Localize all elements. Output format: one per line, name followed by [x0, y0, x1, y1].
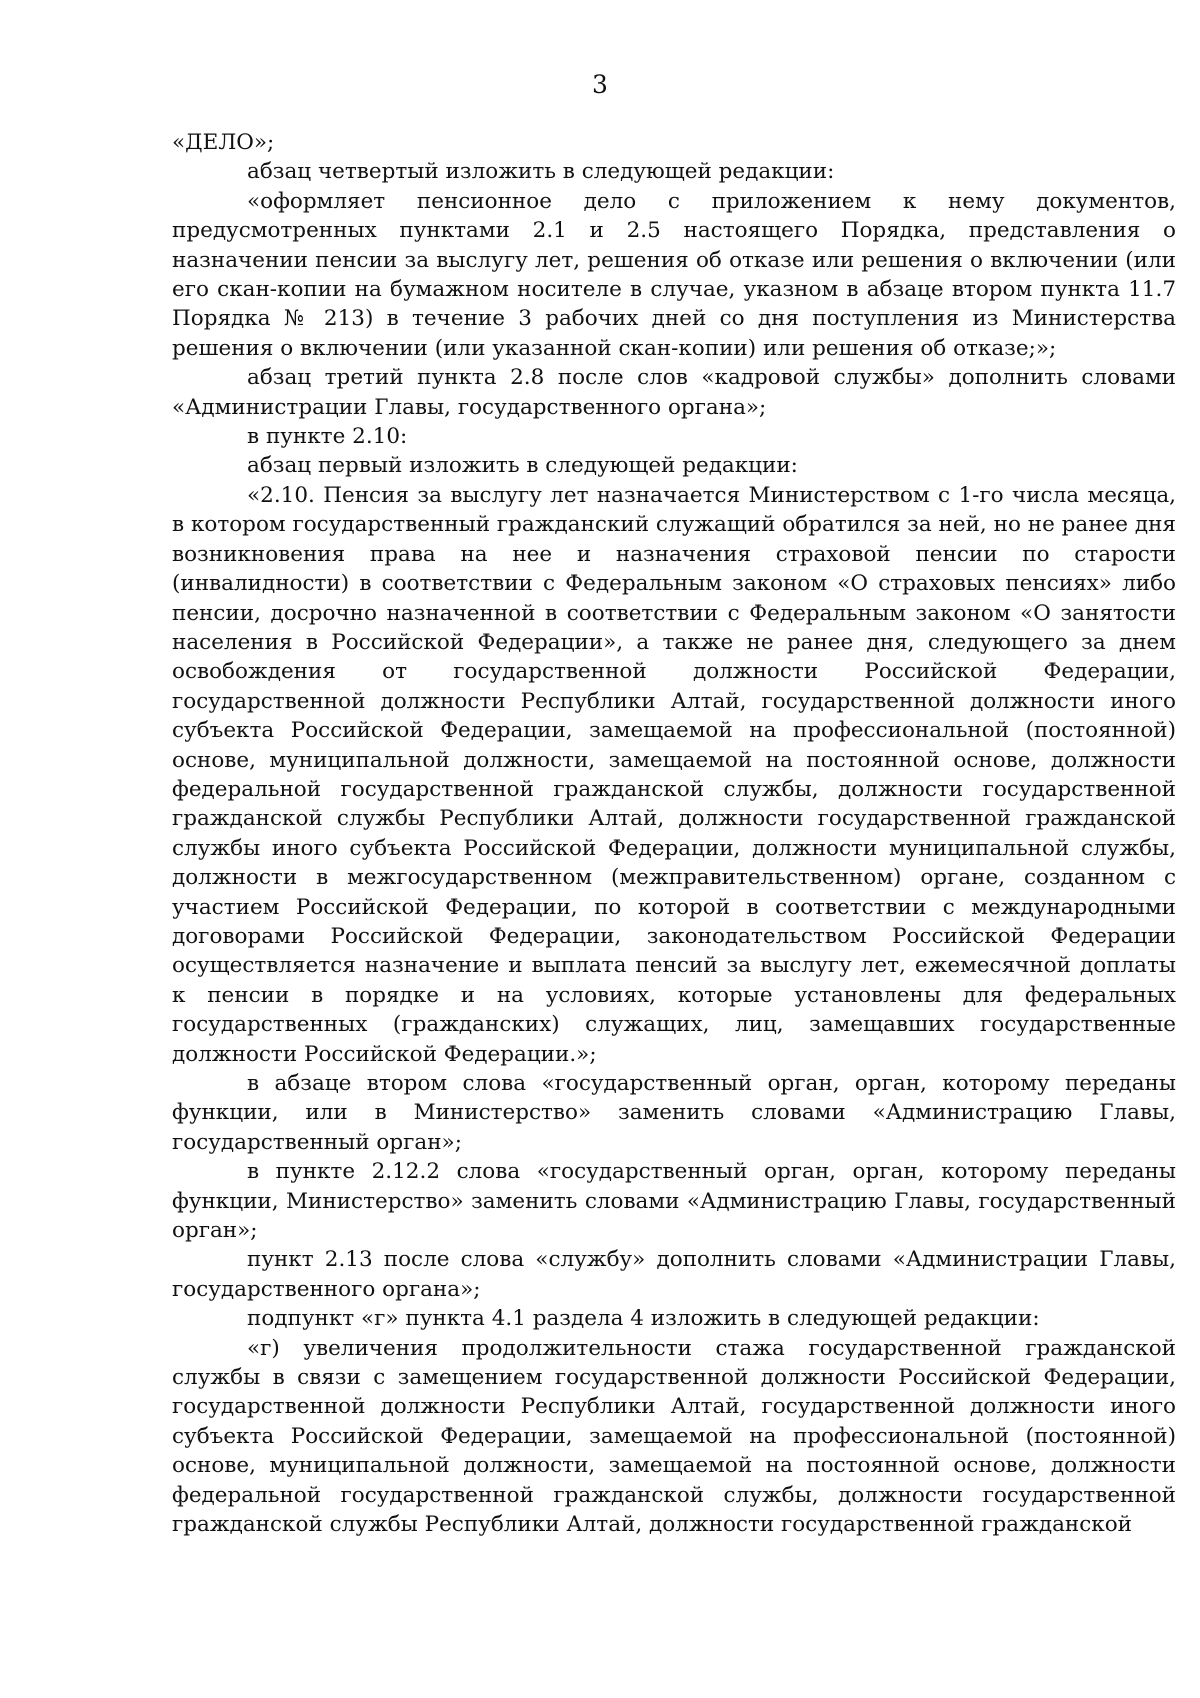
paragraph: подпункт «г» пункта 4.1 раздела 4 изложить в следующей редакции:	[247, 1306, 1040, 1332]
document-body	[172, 128, 1176, 1540]
page-number: 3	[592, 70, 608, 99]
paragraph: абзац первый изложить в следующей редакции:	[247, 453, 798, 479]
paragraph: пункт 2.13 после слова «службу» дополнить словами «Администрации Главы, государственного органа»;	[172, 1247, 1176, 1302]
paragraph: «ДЕЛО»;	[172, 130, 275, 155]
paragraph: абзац четвертый изложить в следующей редакции:	[247, 159, 835, 185]
paragraph: в пункте 2.10:	[247, 424, 408, 450]
paragraph: «2.10. Пенсия за выслугу лет назначается Министерством с 1-го числа месяца, в котором государственный гражданский служащий обратился за ней, но не ранее дня возникновения права на нее и назначения страховой пенсии по старости (инвалидности) в соответствии с Федеральным законом «О страховых пенсиях» либо пенсии, досрочно назначенной в соответствии с Федеральным законом «О занятости населения в Российской Федерации», а также не ранее дня, следующего за днем освобождения от государственной должности Российской Федерации, государственной должности Республики Алтай, государственной должности иного субъекта Российской Федерации, замещаемой на профессиональной (постоянной) основе, муниципальной должности, замещаемой на постоянной основе, должности федеральной государственной гражданской службы, должности государственной гражданской службы Республики Алтай, должности государственной гражданской службы иного субъекта Российской Федерации, должности муниципальной службы, должности в межгосударственном (межправительственном) органе, созданном с участием Российской Федерации, по которой в соответствии с международными договорами Российской Федерации, законодательством Российской Федерации осуществляется назначение и выплата пенсий за выслугу лет, ежемесячной доплаты к пенсии в порядке и на условиях, которые установлены для федеральных государственных (гражданских) служащих, лиц, замещавших государственные должности Российской Федерации.»;	[172, 482, 1176, 1067]
paragraph: в абзаце втором слова «государственный орган, орган, которому переданы функции, или в Министерство» заменить словами «Администрацию Главы, государственный орган»;	[172, 1071, 1176, 1155]
paragraph: в пункте 2.12.2 слова «государственный орган, орган, которому переданы функции, Министерство» заменить словами «Администрацию Главы, государственный орган»;	[172, 1159, 1176, 1244]
paragraph: «оформляет пенсионное дело с приложением к нему документов, предусмотренных пунктами 2.1 и 2.5 настоящего Порядка, представления о назначении пенсии за выслугу лет, решения об отказе или решения о включении (или его скан-копии на бумажном носителе в случае, указном в абзаце втором пункта 11.7 Порядка № 213) в течение 3 рабочих дней со дня поступления из Министерства решения о включении (или указанной скан-копии) или решения об отказе;»;	[172, 188, 1176, 361]
paragraph: абзац третий пункта 2.8 после слов «кадровой службы» дополнить словами «Администрации Главы, государственного органа»;	[172, 365, 1176, 420]
paragraph: «г) увеличения продолжительности стажа государственной гражданской службы в связи с замещением государственной должности Российской Федерации, государственной должности Республики Алтай, государственной должности иного субъекта Российской Федерации, замещаемой на профессиональной (постоянной) основе, муниципальной должности, замещаемой на постоянной основе, должности федеральной государственной гражданской службы, должности государственной гражданской службы Республики Алтай, должности государственной гражданской	[172, 1335, 1176, 1538]
